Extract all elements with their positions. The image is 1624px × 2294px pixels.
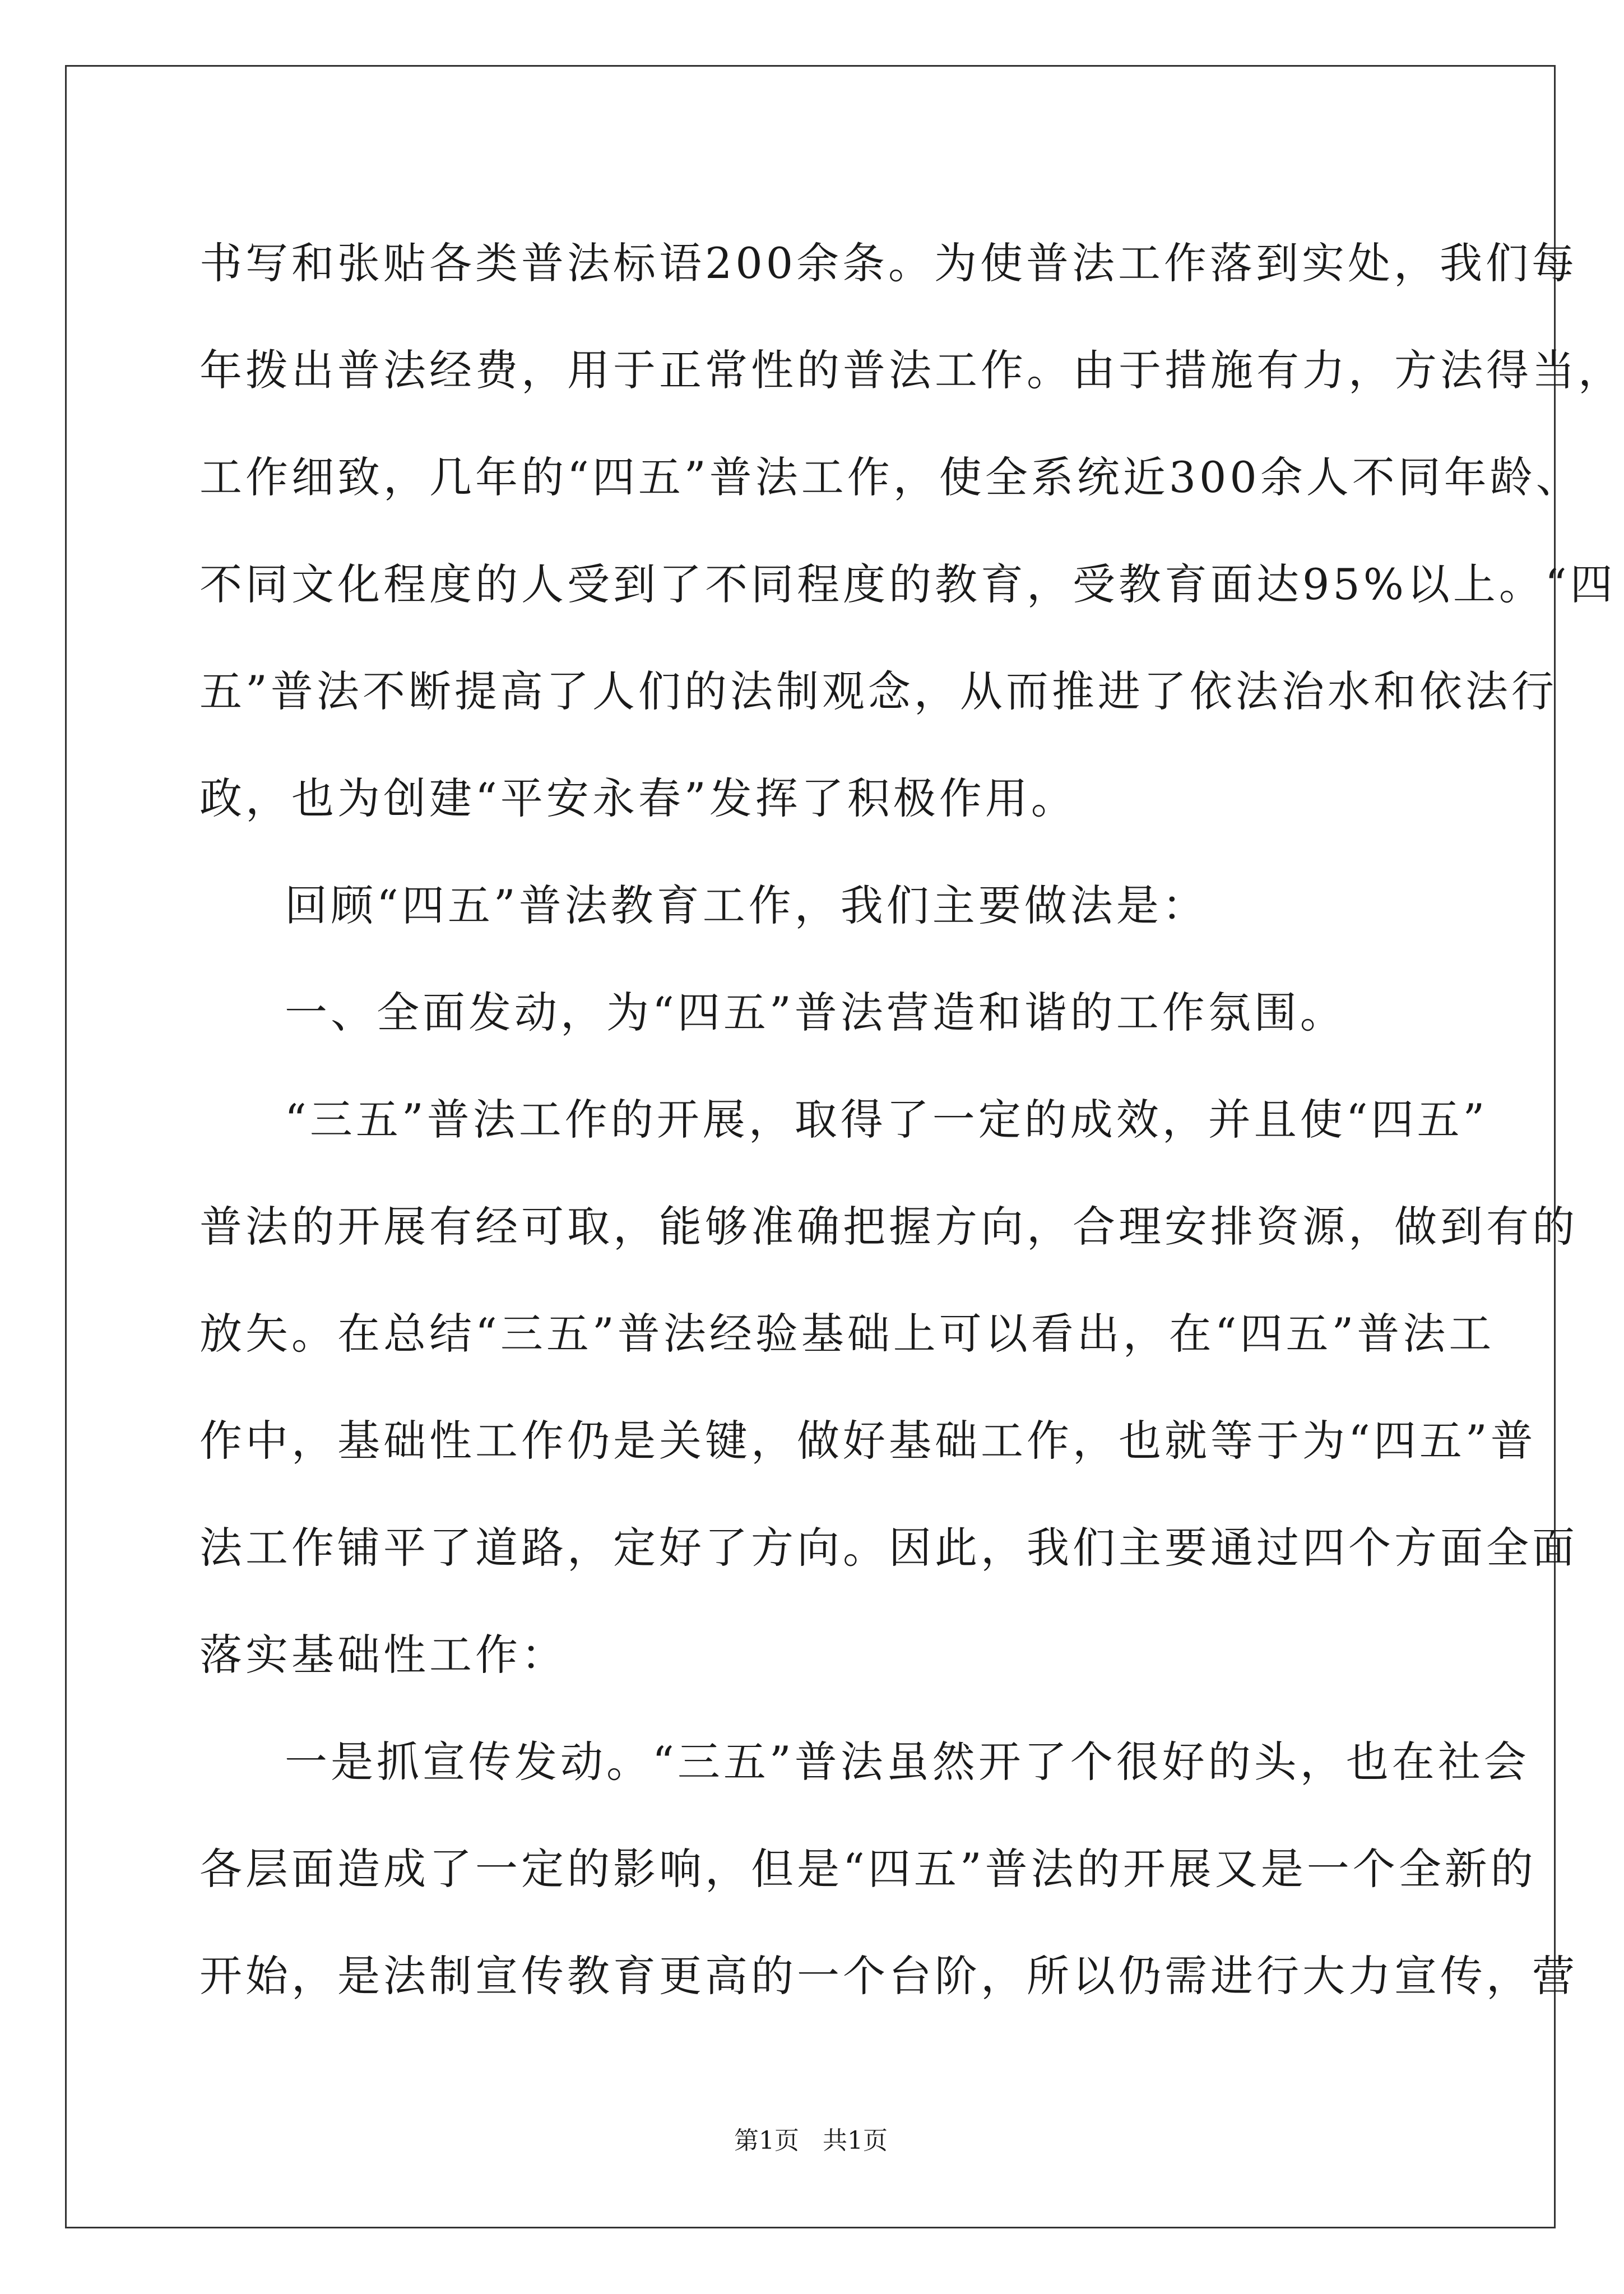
text-line: 开始，是法制宣传教育更高的一个台阶，所以仍需进行大力宣传，营 (199, 1951, 1578, 2001)
text-line: 落实基础性工作： (199, 1630, 567, 1680)
text-line: 回顾“四五”普法教育工作，我们主要做法是： (285, 880, 1208, 930)
paragraph (199, 852, 1432, 959)
text-line: 一、全面发动，为“四五”普法营造和谐的工作氛围。 (285, 988, 1346, 1037)
text-line: 政，也为创建“平安永春”发挥了积极作用。 (199, 773, 1077, 823)
text-line: “三五”普法工作的开展，取得了一定的成效，并且使“四五” (285, 1095, 1488, 1144)
paragraph (199, 210, 1624, 852)
text-line: 工作细致，几年的“四五”普法工作，使全系统近300余人不同年龄、 (199, 452, 1582, 502)
paragraph (199, 1066, 1578, 1708)
text-line: 书写和张贴各类普法标语200余条。为使普法工作落到实处，我们每 (199, 238, 1578, 288)
document-body (199, 210, 1624, 2029)
text-line: 年拨出普法经费，用于正常性的普法工作。由于措施有力，方法得当， (199, 345, 1624, 395)
text-line: 放矢。在总结“三五”普法经验基础上可以看出，在“四五”普法工 (199, 1309, 1495, 1359)
text-line: 普法的开展有经可取，能够准确把握方向，合理安排资源，做到有的 (199, 1202, 1578, 1252)
text-line: 不同文化程度的人受到了不同程度的教育，受教育面达95%以上。“四 (199, 559, 1616, 609)
page-footer: 第1页 共1页 (734, 2126, 888, 2155)
text-line: 各层面造成了一定的影响，但是“四五”普法的开展又是一个全新的 (199, 1844, 1537, 1894)
paragraph (199, 1708, 1578, 2029)
text-line: 一是抓宣传发动。“三五”普法虽然开了个很好的头，也在社会 (285, 1737, 1530, 1787)
text-line: 法工作铺平了道路，定好了方向。因此，我们主要通过四个方面全面 (199, 1523, 1578, 1573)
paragraph (199, 959, 1432, 1066)
text-line: 五”普法不断提高了人们的法制观念，从而推进了依法治水和依法行 (199, 666, 1557, 716)
text-line: 作中，基础性工作仍是关键，做好基础工作，也就等于为“四五”普 (199, 1416, 1537, 1466)
